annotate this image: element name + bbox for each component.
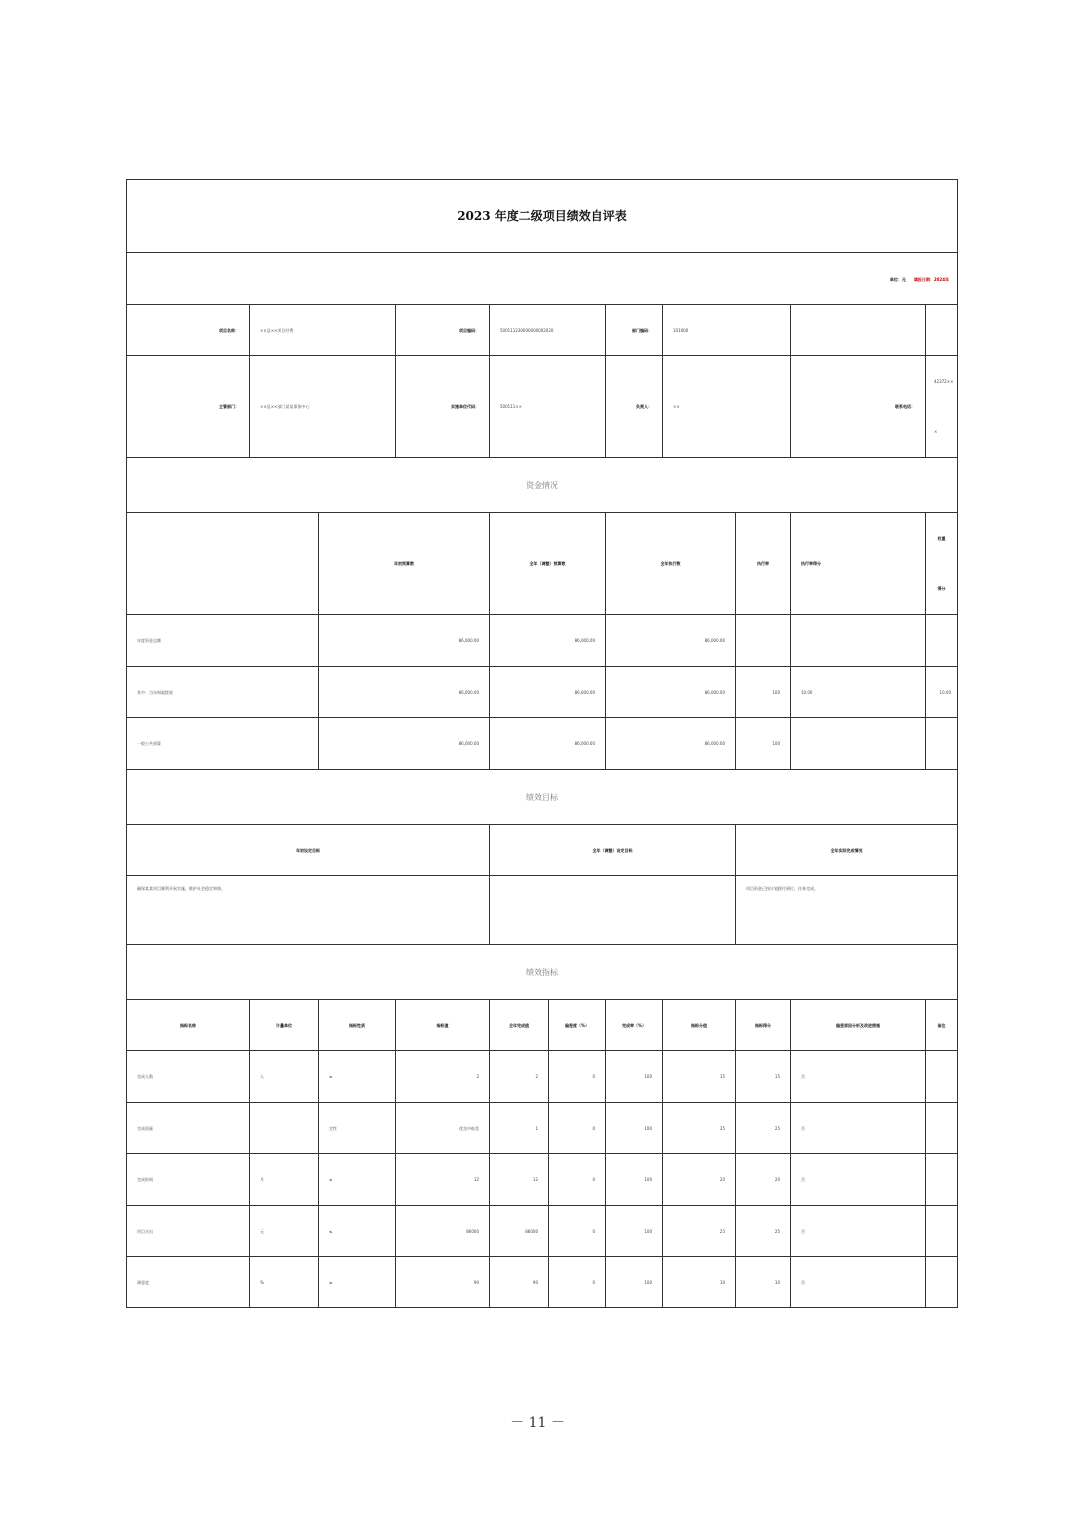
unit-label: 单位：元 (889, 277, 906, 282)
project-code: 500111230000000002020 (490, 305, 606, 355)
info-blank-1 (791, 305, 926, 355)
goals-header-adjusted: 全年（调整）设定目标 (490, 825, 736, 875)
funds-row-score (791, 718, 926, 769)
ind-nature: ≤ (319, 1206, 396, 1256)
indicators-section-row (127, 945, 957, 1000)
ind-reason: 否 (791, 1257, 926, 1307)
ind-nature: 定性 (319, 1103, 396, 1153)
ind-nature: ≤ (319, 1154, 396, 1205)
goal-actual-text: 项目资金已按计划拨付到位，任务完成。 (746, 886, 818, 891)
funds-header-row (127, 513, 957, 615)
funds-row-executed: 86,000.00 (606, 615, 736, 666)
ind-score: 20 (736, 1154, 791, 1205)
dept-code-label: 部门编码： (606, 305, 663, 355)
ind-unit: % (250, 1257, 319, 1307)
goal-initial-text: 确保某某项目顺利开展实施，维护社会稳定和谐。 (127, 876, 490, 944)
ind-header-rate: 完成率（%） (606, 1000, 663, 1050)
ind-score: 25 (736, 1206, 791, 1256)
ind-unit: 元 (250, 1206, 319, 1256)
ind-weight: 10 (663, 1257, 736, 1307)
table-row (127, 1103, 957, 1154)
ind-actual: 90 (490, 1257, 549, 1307)
funds-header-blank (127, 513, 319, 614)
funds-header-initial: 年初预算数 (319, 513, 490, 614)
table-row (127, 1154, 957, 1206)
funds-header-executed: 全年执行数 (606, 513, 736, 614)
ind-header-score: 指标得分 (736, 1000, 791, 1050)
ind-nature: ≥ (319, 1257, 396, 1307)
ind-weight: 15 (663, 1051, 736, 1102)
ind-unit: 月 (250, 1154, 319, 1205)
ind-actual: 86000 (490, 1206, 549, 1256)
ind-target: 86000 (396, 1206, 490, 1256)
ind-dev: 0 (549, 1051, 606, 1102)
ind-dev: 0 (549, 1206, 606, 1256)
ind-target: 优良中低差 (396, 1103, 490, 1153)
goals-header-row (127, 825, 957, 876)
phone-top: 42372×× (934, 378, 954, 384)
dept-label: 主管部门： (127, 356, 250, 457)
dept-value: ××县××部门某某事务中心 (250, 356, 396, 457)
ind-rate: 100 (606, 1257, 663, 1307)
ind-rate: 100 (606, 1103, 663, 1153)
funds-row-label: 一般公共预算 (127, 718, 319, 769)
info-row-1 (127, 305, 957, 356)
title-row (127, 180, 957, 253)
funds-row-initial: 86,000.00 (319, 718, 490, 769)
ind-note (926, 1154, 957, 1205)
ind-name: 完成人数 (127, 1051, 250, 1102)
ind-weight: 25 (663, 1103, 736, 1153)
ind-note (926, 1103, 957, 1153)
ind-note (926, 1257, 957, 1307)
ind-rate: 100 (606, 1206, 663, 1256)
fill-date: 填报日期：2024年 (913, 277, 949, 282)
ind-actual: 1 (490, 1103, 549, 1153)
ind-reason: 否 (791, 1154, 926, 1205)
phone-cell (926, 356, 957, 457)
ind-dev: 0 (549, 1257, 606, 1307)
ind-reason: 否 (791, 1103, 926, 1153)
ind-target: 12 (396, 1154, 490, 1205)
goals-content-row (127, 876, 957, 945)
page-number: － 11 － (510, 1415, 565, 1431)
ind-header-target: 指标值 (396, 1000, 490, 1050)
ind-name: 完成质量 (127, 1103, 250, 1153)
impl-label: 实施单位代码： (396, 356, 490, 457)
ind-header-dev: 偏差度（%） (549, 1000, 606, 1050)
ind-note (926, 1206, 957, 1256)
ind-target: 90 (396, 1257, 490, 1307)
funds-section-row (127, 458, 957, 513)
goals-header-initial: 年初设定目标 (127, 825, 490, 875)
goal-adjusted-text (490, 876, 736, 944)
table-title: 2023 年度二级项目绩效自评表 (457, 208, 627, 223)
ind-reason: 否 (791, 1206, 926, 1256)
ind-rate: 100 (606, 1051, 663, 1102)
ind-header-note: 备注 (937, 1022, 946, 1028)
funds-row-last: 10.00 (939, 689, 951, 695)
funds-section-title: 资金情况 (526, 480, 558, 490)
dept-code: 101000 (663, 305, 791, 355)
ind-name: 项目支出 (127, 1206, 250, 1256)
unit-note (890, 277, 949, 283)
unit-row (127, 253, 957, 305)
ind-unit: 人 (250, 1051, 319, 1102)
ind-header-actual: 全年完成值 (490, 1000, 549, 1050)
funds-row-adjusted: 86,000.00 (490, 718, 606, 769)
funds-header-tail (926, 513, 957, 614)
ind-header-unit: 计量单位 (250, 1000, 319, 1050)
contact-value: ×× (663, 356, 791, 457)
table-row (127, 615, 957, 667)
funds-row-executed: 86,000.00 (606, 667, 736, 717)
project-code-label: 项目编码： (396, 305, 490, 355)
phone-bottom: × (934, 429, 938, 435)
funds-row-executed: 86,000.00 (606, 718, 736, 769)
table-row (127, 667, 957, 718)
goals-section-title: 绩效目标 (526, 792, 558, 802)
table-row (127, 1051, 957, 1103)
table-row (127, 718, 957, 770)
funds-row-last (926, 718, 957, 769)
phone-label: 联系电话： (791, 356, 926, 457)
funds-row-label: 年度资金总额 (127, 615, 319, 666)
funds-row-last (926, 615, 957, 666)
ind-name: 满意度 (127, 1257, 250, 1307)
project-name-label: 项目名称： (127, 305, 250, 355)
ind-unit (250, 1103, 319, 1153)
ind-actual: 12 (490, 1154, 549, 1205)
funds-header-rate-score: 执行率得分 (791, 513, 926, 614)
funds-header-score: 得分 (937, 586, 946, 592)
impl-value: 500111×× (490, 356, 606, 457)
funds-row-rate: 100 (736, 718, 791, 769)
ind-header-weight: 指标分值 (663, 1000, 736, 1050)
funds-row-label: 其中：当年财政拨款 (127, 667, 319, 717)
table-row (127, 1257, 957, 1307)
ind-header-name: 指标名称 (127, 1000, 250, 1050)
funds-header-rate: 执行率 (736, 513, 791, 614)
info-row-2 (127, 356, 957, 458)
ind-note (926, 1051, 957, 1102)
funds-row-score: 10.00 (791, 667, 926, 717)
indicators-section-title: 绩效指标 (526, 967, 558, 977)
funds-row-initial: 86,000.00 (319, 615, 490, 666)
funds-row-initial: 86,000.00 (319, 667, 490, 717)
ind-dev: 0 (549, 1154, 606, 1205)
ind-dev: 0 (549, 1103, 606, 1153)
contact-label: 负责人： (606, 356, 663, 457)
indicators-header-row (127, 1000, 957, 1051)
ind-score: 10 (736, 1257, 791, 1307)
funds-row-adjusted: 86,000.00 (490, 667, 606, 717)
goals-header-actual: 全年实际完成情况 (830, 847, 863, 853)
ind-name: 完成时间 (127, 1154, 250, 1205)
ind-header-reason: 偏差原因分析及改进措施 (791, 1000, 926, 1050)
ind-weight: 25 (663, 1206, 736, 1256)
funds-header-weight: 权重 (937, 535, 946, 541)
funds-row-rate (736, 615, 791, 666)
ind-rate: 100 (606, 1154, 663, 1205)
goals-section-row (127, 770, 957, 825)
ind-actual: 2 (490, 1051, 549, 1102)
funds-header-adjusted: 全年（调整）预算数 (490, 513, 606, 614)
funds-row-rate: 100 (736, 667, 791, 717)
evaluation-table (126, 179, 958, 1308)
ind-reason: 否 (791, 1051, 926, 1102)
funds-row-score (791, 615, 926, 666)
ind-header-nature: 指标性质 (319, 1000, 396, 1050)
funds-row-adjusted: 86,000.00 (490, 615, 606, 666)
project-name: ××县××项目经费 (250, 305, 396, 355)
ind-target: 2 (396, 1051, 490, 1102)
ind-score: 15 (736, 1051, 791, 1102)
info-blank-2 (926, 305, 957, 355)
ind-score: 25 (736, 1103, 791, 1153)
ind-nature: ≥ (319, 1051, 396, 1102)
table-row (127, 1206, 957, 1257)
ind-weight: 20 (663, 1154, 736, 1205)
